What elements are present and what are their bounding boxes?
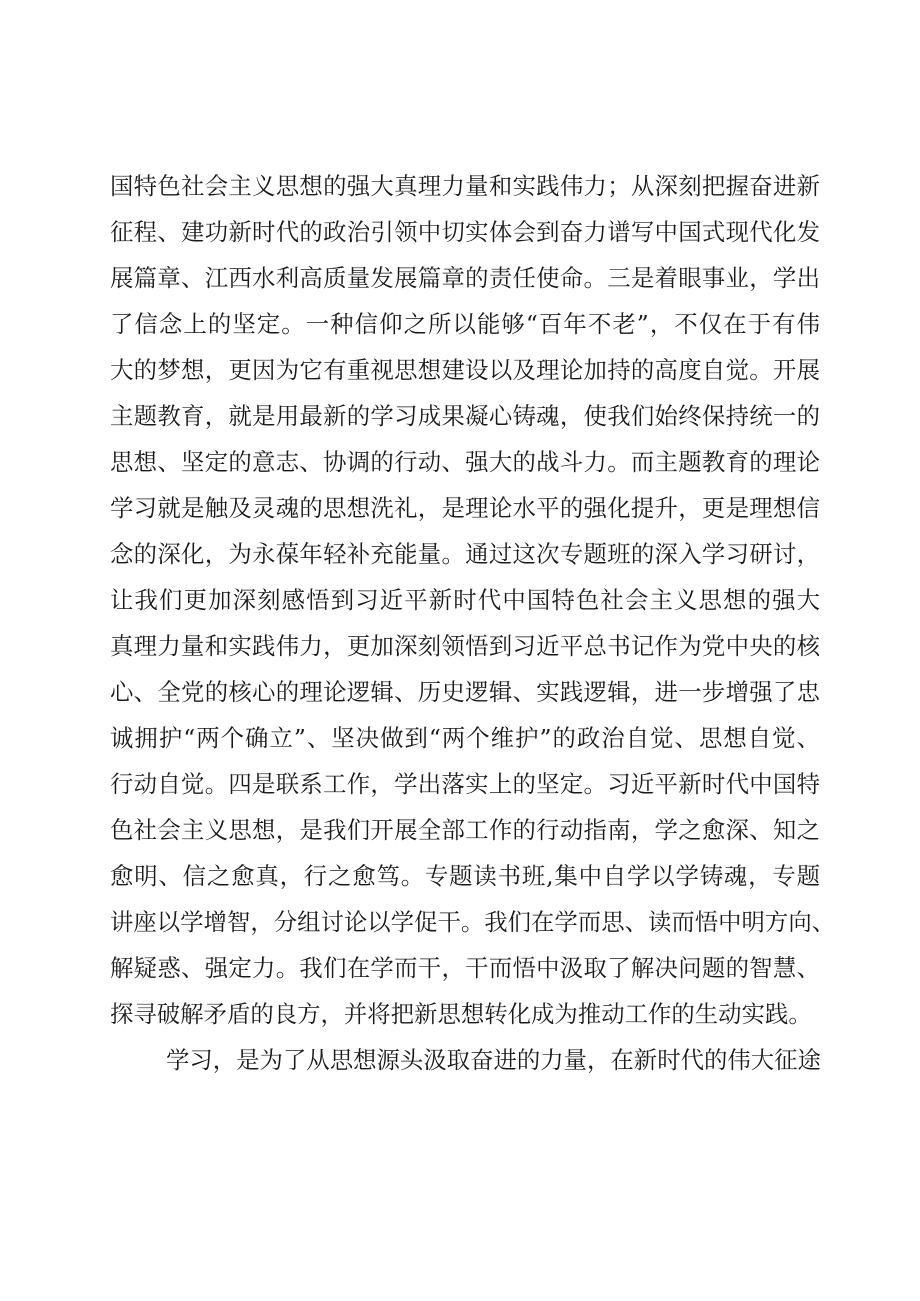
text-line: 愈明、信之愈真，行之愈笃。专题读书班,集中自学以学铸魂，专题 [110,862,820,890]
text-line: 讲座以学增智，分组讨论以学促干。我们在学而思、读而悟中明方向、 [110,908,836,936]
text-line: 征程、建功新时代的政治引领中切实体会到奋力谱写中国式现代化发 [110,218,820,246]
text-line: 解疑惑、强定力。我们在学而干，干而悟中汲取了解决问题的智慧、 [110,954,820,982]
text-line: 念的深化，为永葆年轻补充能量。通过这次专题班的深入学习研讨， [110,540,820,568]
text-line: 思想、坚定的意志、协调的行动、强大的战斗力。而主题教育的理论 [110,448,820,476]
text-line: 心、全党的核心的理论逻辑、历史逻辑、实践逻辑，进一步增强了忠 [110,678,820,706]
text-line: 国特色社会主义思想的强大真理力量和实践伟力；从深刻把握奋进新 [110,172,820,200]
text-line: 学习就是触及灵魂的思想洗礼，是理论水平的强化提升，更是理想信 [110,494,820,522]
text-line: 让我们更加深刻感悟到习近平新时代中国特色社会主义思想的强大 [110,586,820,614]
text-line: 诚拥护“两个确立”、坚决做到“两个维护”的政治自觉、思想自觉、 [110,724,820,752]
text-line: 行动自觉。四是联系工作，学出落实上的坚定。习近平新时代中国特 [110,770,820,798]
paragraph-start-line: 学习，是为了从思想源头汲取奋进的力量，在新时代的伟大征途 [166,1046,821,1074]
text-line: 探寻破解矛盾的良方，并将把新思想转化成为推动工作的生动实践。 [110,1000,812,1028]
text-line: 主题教育，就是用最新的学习成果凝心铸魂，使我们始终保持统一的 [110,402,820,430]
text-line: 真理力量和实践伟力，更加深刻领悟到习近平总书记作为党中央的核 [110,632,820,660]
text-line: 色社会主义思想，是我们开展全部工作的行动指南，学之愈深、知之 [110,816,820,844]
text-line: 展篇章、江西水利高质量发展篇章的责任使命。三是着眼事业，学出 [110,264,820,292]
text-line: 了信念上的坚定。一种信仰之所以能够“百年不老”，不仅在于有伟 [110,310,820,338]
text-line: 大的梦想，更因为它有重视思想建设以及理论加持的高度自觉。开展 [110,356,820,384]
